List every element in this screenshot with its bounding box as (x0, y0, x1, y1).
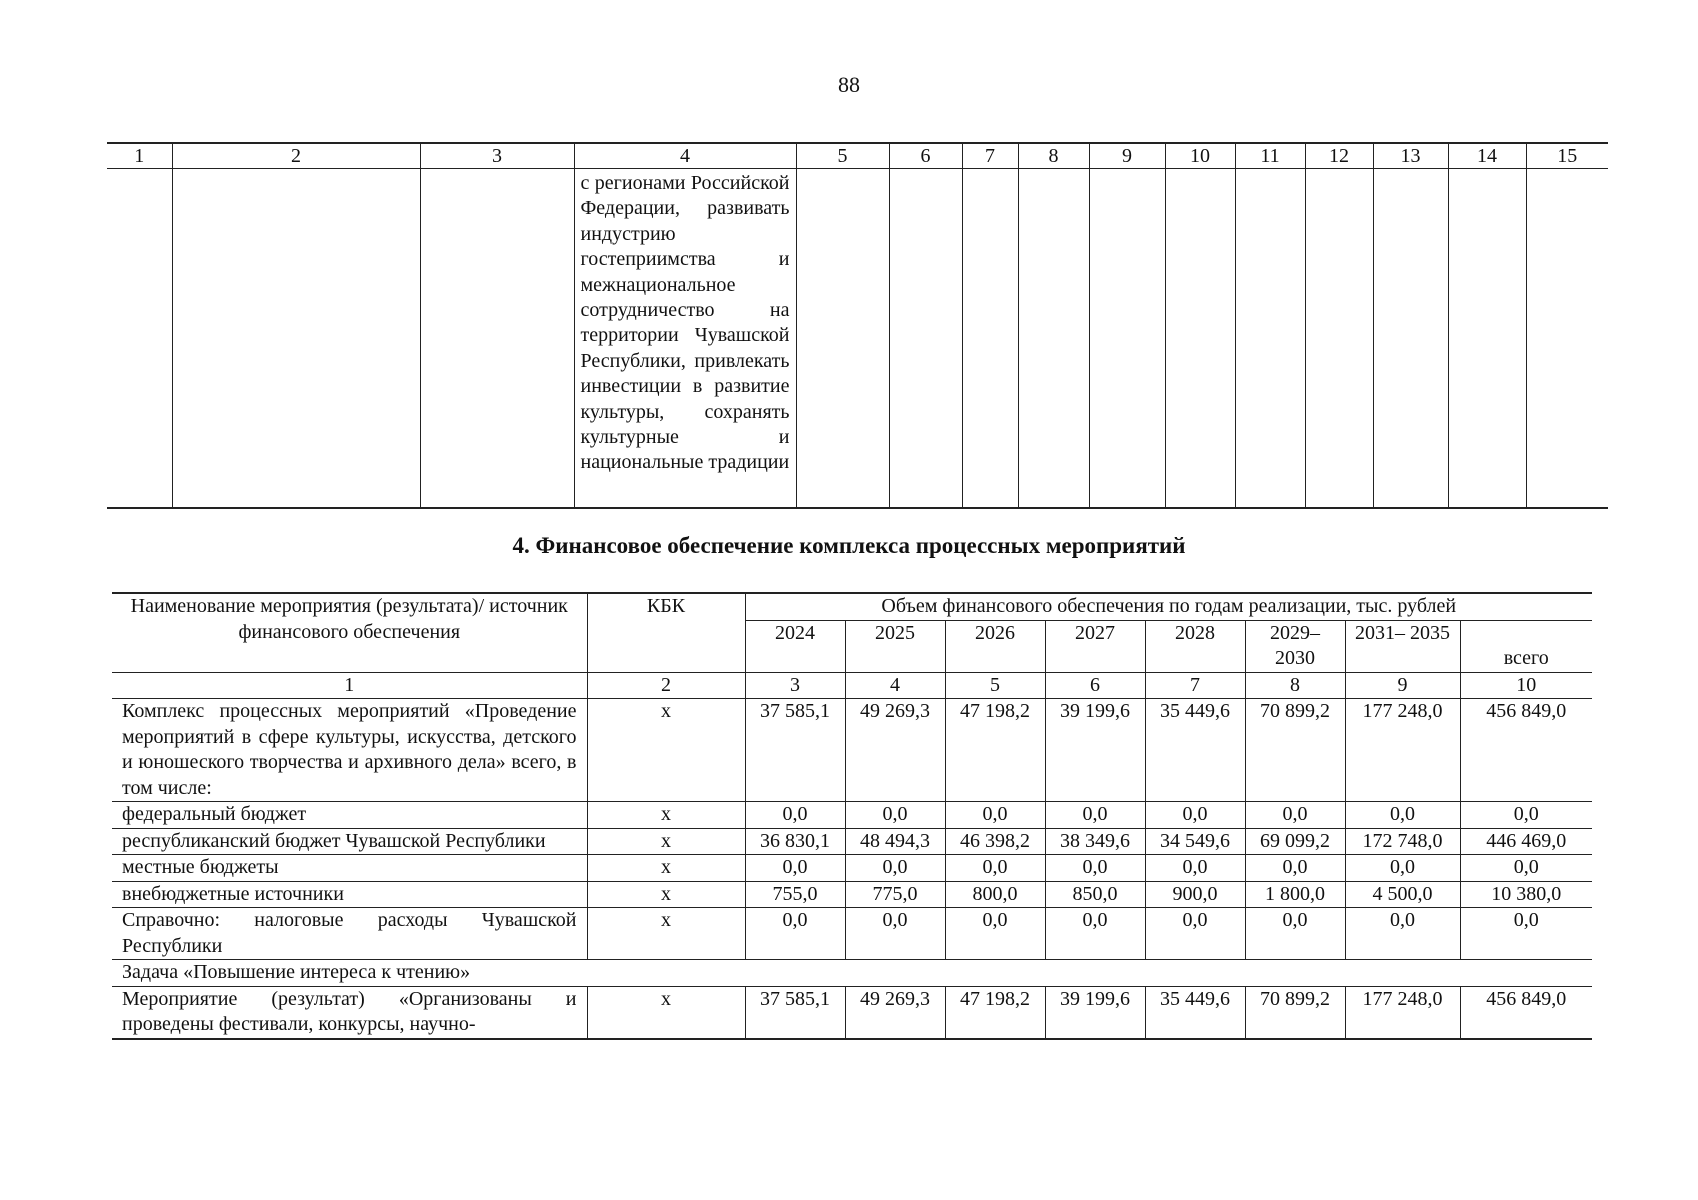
value-cell: 38 349,6 (1045, 828, 1145, 855)
row-kbk: x (587, 855, 745, 882)
row-kbk: x (587, 881, 745, 908)
value-cell: 0,0 (1345, 802, 1460, 829)
value-cell: 0,0 (1245, 802, 1345, 829)
header-name: Наименование мероприятия (результата)/ источник финансового обеспечения (112, 593, 587, 672)
col-number: 11 (1235, 143, 1305, 169)
col-number: 3 (420, 143, 574, 169)
col-number: 3 (745, 672, 845, 699)
value-cell: 0,0 (1045, 908, 1145, 960)
value-cell: 39 199,6 (1045, 986, 1145, 1039)
col-number: 6 (1045, 672, 1145, 699)
page-number: 88 (838, 72, 860, 97)
value-cell: 47 198,2 (945, 699, 1045, 802)
value-cell: 0,0 (1245, 908, 1345, 960)
value-cell: 0,0 (945, 802, 1045, 829)
value-cell: 34 549,6 (1145, 828, 1245, 855)
value-cell: 37 585,1 (745, 699, 845, 802)
value-cell: 0,0 (745, 855, 845, 882)
header-row (112, 593, 1592, 620)
col-number: 7 (962, 143, 1018, 169)
value-cell: 35 449,6 (1145, 699, 1245, 802)
table-row (112, 986, 1592, 1039)
col-number: 6 (889, 143, 962, 169)
header-volume: Объем финансового обеспечения по годам реализации, тыс. рублей (745, 593, 1592, 620)
col-number: 2 (587, 672, 745, 699)
col-number: 10 (1460, 672, 1592, 699)
value-cell: 0,0 (845, 908, 945, 960)
col-number: 9 (1089, 143, 1165, 169)
value-cell: 46 398,2 (945, 828, 1045, 855)
value-cell: 0,0 (1145, 802, 1245, 829)
col-number: 8 (1245, 672, 1345, 699)
col-number: 7 (1145, 672, 1245, 699)
year-header: 2026 (945, 620, 1045, 672)
row-name: Мероприятие (результат) «Организованы и проведены фестивали, конкурсы, научно- (112, 986, 587, 1039)
col-number: 5 (945, 672, 1045, 699)
value-cell: 775,0 (845, 881, 945, 908)
col-number: 14 (1448, 143, 1526, 169)
value-cell: 800,0 (945, 881, 1045, 908)
value-cell: 456 849,0 (1460, 699, 1592, 802)
col-number: 10 (1165, 143, 1235, 169)
value-cell: 69 099,2 (1245, 828, 1345, 855)
row-kbk: x (587, 802, 745, 829)
value-cell: 0,0 (745, 802, 845, 829)
task-title: Задача «Повышение интереса к чтению» (112, 960, 1592, 987)
year-header: 2028 (1145, 620, 1245, 672)
col-number: 1 (112, 672, 587, 699)
value-cell: 0,0 (1245, 855, 1345, 882)
col-number: 4 (574, 143, 796, 169)
value-cell: 446 469,0 (1460, 828, 1592, 855)
value-cell: 70 899,2 (1245, 986, 1345, 1039)
col-number: 13 (1373, 143, 1448, 169)
table-row (112, 828, 1592, 855)
value-cell: 456 849,0 (1460, 986, 1592, 1039)
col-number: 2 (172, 143, 420, 169)
row-kbk: x (587, 828, 745, 855)
col-number: 1 (107, 143, 172, 169)
table-row (107, 169, 1608, 509)
year-header: 2029– 2030 (1245, 620, 1345, 672)
col-number: 9 (1345, 672, 1460, 699)
value-cell: 39 199,6 (1045, 699, 1145, 802)
column-number-row (112, 672, 1592, 699)
year-header: 2031– 2035 (1345, 620, 1460, 672)
value-cell: 0,0 (1460, 802, 1592, 829)
col-number: 15 (1526, 143, 1608, 169)
value-cell: 0,0 (1460, 908, 1592, 960)
value-cell: 0,0 (1045, 855, 1145, 882)
value-cell: 36 830,1 (745, 828, 845, 855)
value-cell: 35 449,6 (1145, 986, 1245, 1039)
value-cell: 0,0 (945, 855, 1045, 882)
year-header: 2025 (845, 620, 945, 672)
table-row (112, 881, 1592, 908)
row-kbk: x (587, 699, 745, 802)
value-cell: 4 500,0 (1345, 881, 1460, 908)
col-number: 8 (1018, 143, 1089, 169)
value-cell: 10 380,0 (1460, 881, 1592, 908)
value-cell: 0,0 (745, 908, 845, 960)
row-name: республиканский бюджет Чувашской Республики (112, 828, 587, 855)
row-name: внебюджетные источники (112, 881, 587, 908)
col-number: 5 (796, 143, 889, 169)
header-kbk: КБК (587, 593, 745, 672)
row-kbk: x (587, 986, 745, 1039)
row-name: федеральный бюджет (112, 802, 587, 829)
value-cell: 0,0 (1045, 802, 1145, 829)
value-cell: 0,0 (1345, 908, 1460, 960)
value-cell: 900,0 (1145, 881, 1245, 908)
row-name: Справочно: налоговые расходы Чувашской Республики (112, 908, 587, 960)
value-cell: 755,0 (745, 881, 845, 908)
year-header: 2027 (1045, 620, 1145, 672)
value-cell: 0,0 (1345, 855, 1460, 882)
table-row (112, 802, 1592, 829)
col-number: 4 (845, 672, 945, 699)
value-cell: 0,0 (1145, 908, 1245, 960)
value-cell: 47 198,2 (945, 986, 1045, 1039)
value-cell: 49 269,3 (845, 986, 945, 1039)
continuation-table (107, 142, 1608, 509)
value-cell: 172 748,0 (1345, 828, 1460, 855)
value-cell: 0,0 (1145, 855, 1245, 882)
value-cell: 177 248,0 (1345, 986, 1460, 1039)
description-cell: с регионами Российской Федерации, развивать индустрию гостеприимства и межнациональное сотрудничество на территории Чувашской Республики, привлекать инвестиции в развитие культуры, сохранять культурные и национальные традиции (574, 169, 796, 509)
value-cell: 0,0 (1460, 855, 1592, 882)
column-number-row (107, 143, 1608, 169)
value-cell: 70 899,2 (1245, 699, 1345, 802)
table-row (112, 908, 1592, 960)
section-title: 4. Финансовое обеспечение комплекса процессных мероприятий (512, 533, 1186, 558)
row-name: местные бюджеты (112, 855, 587, 882)
col-number: 12 (1305, 143, 1373, 169)
table-row (112, 699, 1592, 802)
value-cell: 48 494,3 (845, 828, 945, 855)
year-header: 2024 (745, 620, 845, 672)
value-cell: 0,0 (845, 802, 945, 829)
value-cell: 177 248,0 (1345, 699, 1460, 802)
row-kbk: x (587, 908, 745, 960)
value-cell: 0,0 (945, 908, 1045, 960)
value-cell: 0,0 (845, 855, 945, 882)
row-name: Комплекс процессных мероприятий «Проведение мероприятий в сфере культуры, искусства, детского и юношеского творчества и архивного дела» всего, в том числе: (112, 699, 587, 802)
finance-table (112, 592, 1592, 1040)
table-row (112, 855, 1592, 882)
task-row (112, 960, 1592, 987)
value-cell: 850,0 (1045, 881, 1145, 908)
value-cell: 1 800,0 (1245, 881, 1345, 908)
value-cell: 49 269,3 (845, 699, 945, 802)
value-cell: 37 585,1 (745, 986, 845, 1039)
total-header: всего (1460, 620, 1592, 672)
